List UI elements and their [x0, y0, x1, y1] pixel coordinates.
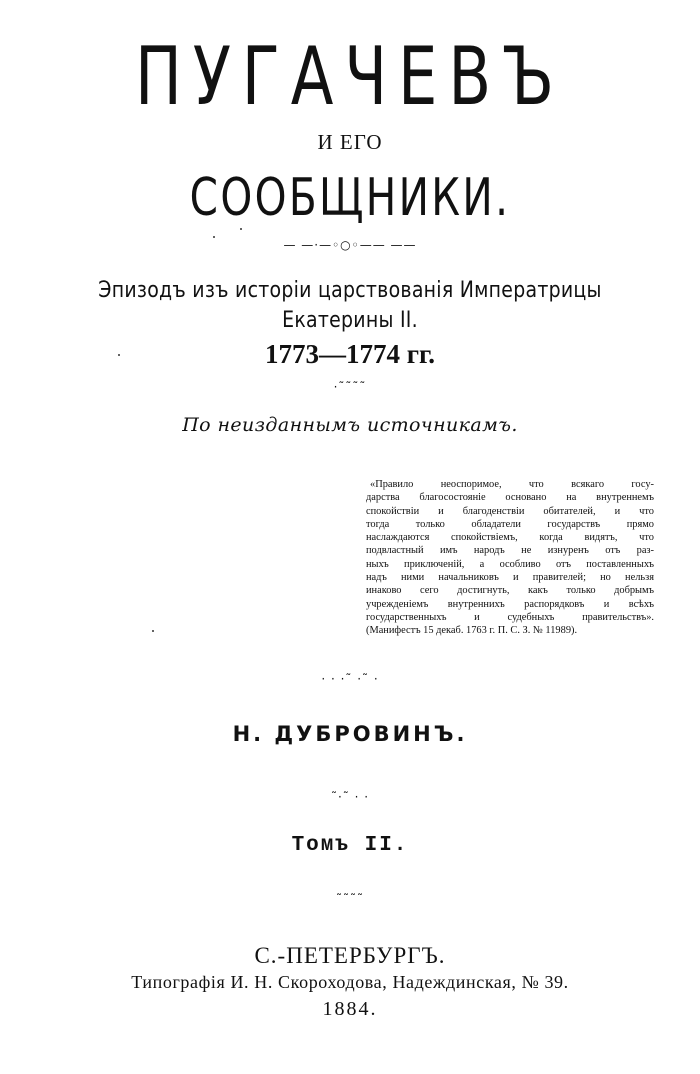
print-speck [213, 236, 215, 238]
ornament-divider: ·˜˜˜˜ [333, 380, 367, 394]
epigraph-quote [366, 478, 654, 638]
epigraph-line: государственныхъ и судебныхъ правительствъ». [366, 611, 654, 623]
epigraph-line: инаково сего достигнуть, какъ только добрымъ [366, 585, 654, 597]
publication-year: 1884. [322, 998, 378, 1020]
ornament-divider: ˜˜˜˜ [336, 892, 364, 906]
sources-note: По неизданнымъ источникамъ. [182, 414, 518, 436]
volume-number: Томъ II. [291, 834, 409, 857]
epigraph-line: ныхъ приключеній, а особливо отъ поставленныхъ [366, 558, 654, 570]
epigraph-line: дарства благосостояніе основано на внутреннемъ [366, 492, 654, 504]
episode-description: Эпизодъ изъ исторіи царствованія Императрицы Екатерины II. [98, 278, 602, 333]
epigraph-line: надъ ними начальниковъ и правителей; но нельзя [366, 572, 654, 584]
ornament-divider: · · ·˜ ·˜ · [321, 672, 379, 686]
author-name: Н. ДУБРОВИНЪ. [232, 722, 468, 746]
print-speck [240, 228, 242, 230]
ornament-divider: — —·—◦○◦—— —— [283, 238, 417, 252]
epigraph-line: подвластный имъ народъ не изнуренъ отъ раз- [366, 545, 654, 557]
title-conjunction: И ЕГО [317, 130, 383, 154]
epigraph-citation: (Манифестъ 15 декаб. 1763 г. П. С. З. № 11989). [366, 625, 578, 637]
epigraph-line: наслаждаются спокойствіемъ, когда видятъ, что [366, 532, 654, 544]
print-speck [118, 354, 120, 356]
book-subtitle: СООБЩНИКИ. [189, 168, 511, 228]
print-speck [152, 630, 154, 632]
publication-city: С.-ПЕТЕРБУРГЪ. [254, 943, 446, 968]
printer-imprint: Типографія И. Н. Скороходова, Надеждинская, № 39. [131, 972, 569, 992]
years-range: 1773—1774 гг. [265, 339, 435, 369]
epigraph-line: «Правило неоспоримое, что всякаго госу- [370, 479, 654, 490]
ornament-divider: ˜·˜ · · [330, 790, 370, 804]
epigraph-line: спокойствіи и благоденствіи обитателей, и что [366, 505, 654, 517]
epigraph-line: учрежденіемъ внутреннихъ распорядковъ и всѣхъ [366, 598, 654, 610]
book-title: ПУГАЧЕВЪ [134, 30, 565, 123]
epigraph-line: тогда только обладатели государствъ прямо [366, 518, 654, 530]
